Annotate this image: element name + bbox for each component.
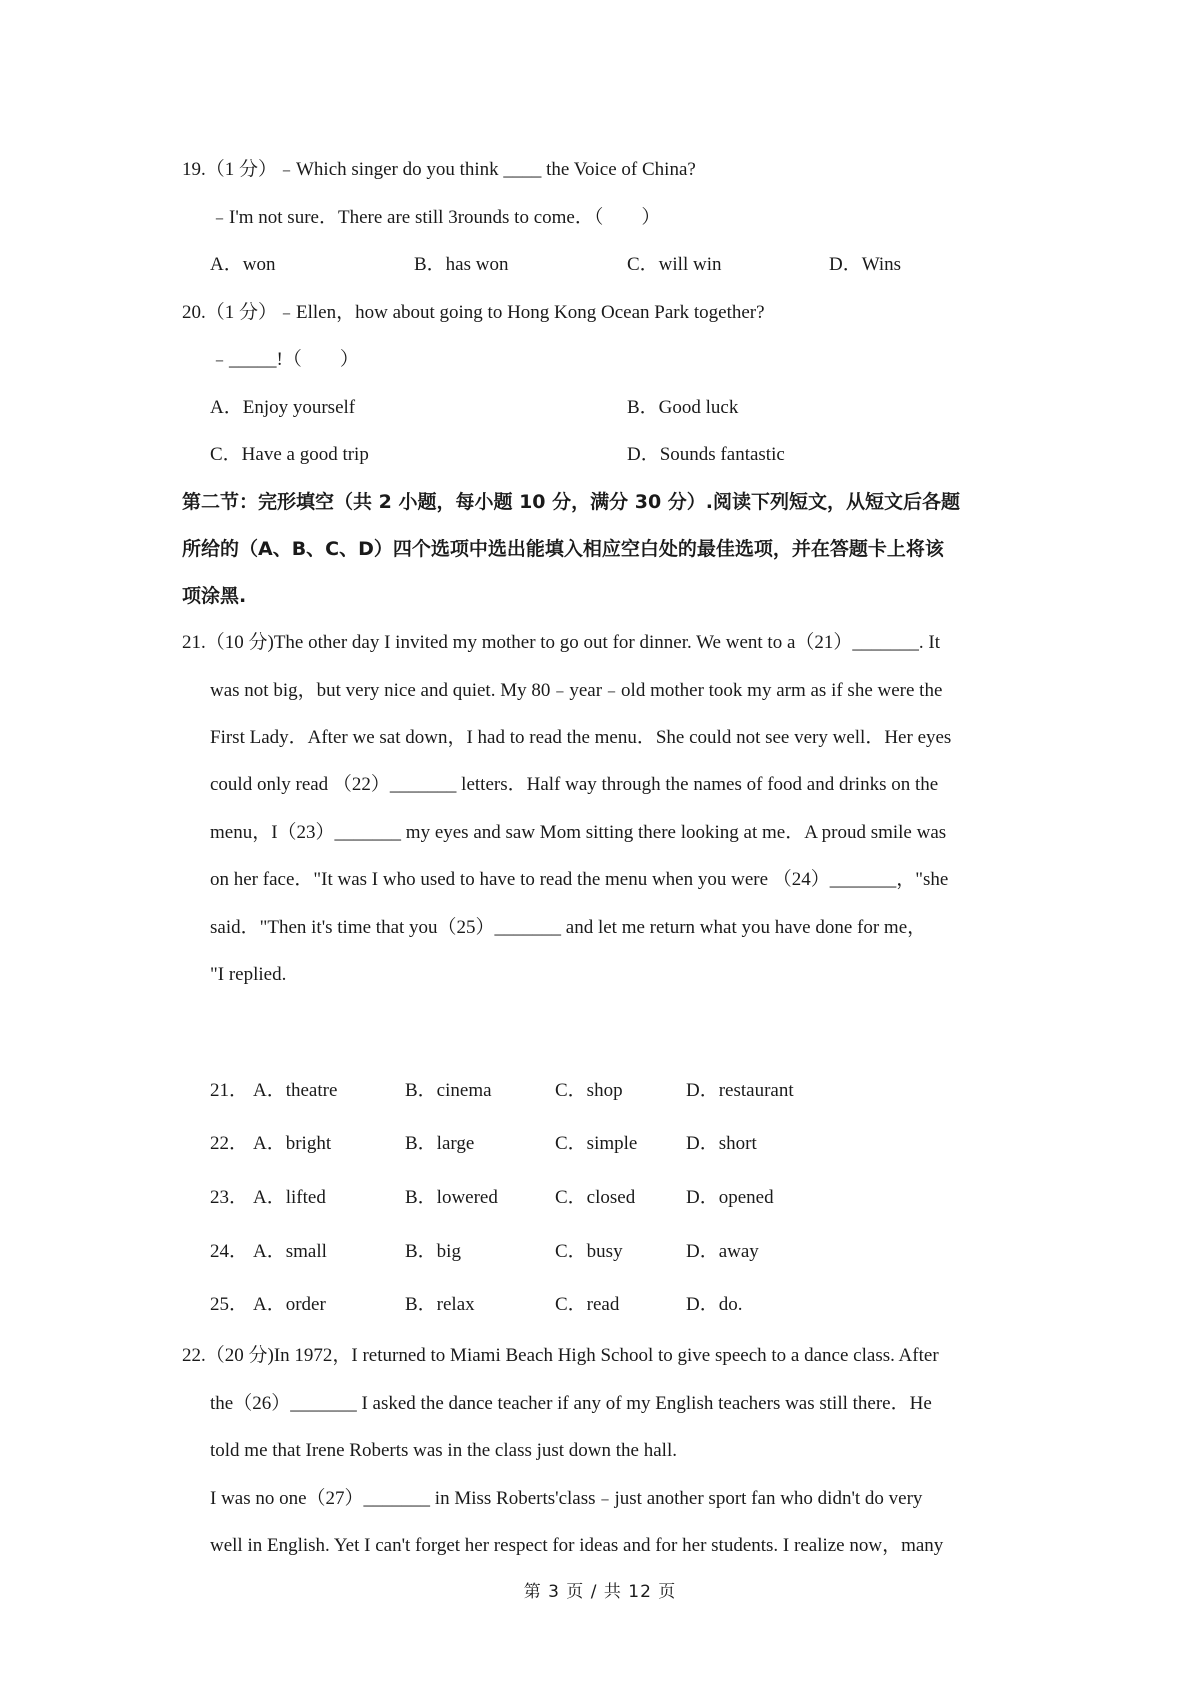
q21-passage-line: on her face．"It was I who used to have to read the menu when you were （24）_______，"she bbox=[210, 869, 949, 890]
q19-option-a: A．won bbox=[210, 254, 276, 275]
choice-d: D．do. bbox=[686, 1294, 743, 1315]
q20-option-c: C．Have a good trip bbox=[210, 444, 369, 465]
q22-passage-line: told me that Irene Roberts was in the class just down the hall. bbox=[210, 1440, 677, 1461]
choice-c: C．shop bbox=[555, 1080, 623, 1101]
choice-c: C．closed bbox=[555, 1187, 636, 1208]
choice-d: D．short bbox=[686, 1133, 757, 1154]
q20-option-a: A．Enjoy yourself bbox=[210, 397, 356, 418]
q20-option-d: D．Sounds fantastic bbox=[627, 444, 785, 465]
choice-number: 24． bbox=[210, 1241, 249, 1262]
q19-option-c: C．will win bbox=[627, 254, 722, 275]
choice-d: D．away bbox=[686, 1241, 759, 1262]
choice-b: B．lowered bbox=[405, 1187, 498, 1208]
section-heading-line-2: 所给的（A、B、C、D）四个选项中选出能填入相应空白处的最佳选项，并在答题卡上将该 bbox=[182, 538, 944, 560]
page-footer: 第 3 页 / 共 12 页 bbox=[523, 1582, 677, 1602]
q21-passage-line: menu，I（23）_______ my eyes and saw Mom sitting there looking at me．A proud smile was bbox=[210, 822, 947, 843]
q21-passage-line: said．"Then it's time that you（25）_______ and let me return what you have done for me， bbox=[210, 917, 927, 938]
choice-b: B．cinema bbox=[405, 1080, 492, 1101]
choice-a: A．theatre bbox=[253, 1080, 338, 1101]
choice-number: 22． bbox=[210, 1133, 249, 1154]
choice-number: 23． bbox=[210, 1187, 249, 1208]
choice-number: 25． bbox=[210, 1294, 249, 1315]
q20-option-b: B．Good luck bbox=[627, 397, 739, 418]
q21-passage-line: 21.（10 分)The other day I invited my mother to go out for dinner. We went to a（21）_______. It bbox=[182, 632, 940, 653]
choice-c: C．busy bbox=[555, 1241, 623, 1262]
q21-passage-line: "I replied. bbox=[210, 964, 287, 985]
q19-option-b: B．has won bbox=[414, 254, 509, 275]
q22-passage-line: I was no one（27）_______ in Miss Roberts'class﹣just another sport fan who didn't do very bbox=[210, 1488, 923, 1509]
q20-line2: ﹣_____!（ ） bbox=[210, 349, 359, 370]
choice-c: C．simple bbox=[555, 1133, 638, 1154]
choice-c: C．read bbox=[555, 1294, 620, 1315]
choice-d: D．restaurant bbox=[686, 1080, 794, 1101]
q21-passage-line: was not big，but very nice and quiet. My 80﹣year﹣old mother took my arm as if she were the bbox=[210, 680, 943, 701]
q21-passage-line: First Lady．After we sat down，I had to read the menu．She could not see very well．Her eyes bbox=[210, 727, 952, 748]
choice-a: A．bright bbox=[253, 1133, 332, 1154]
q22-passage-line: the（26）_______ I asked the dance teacher if any of my English teachers was still there．He bbox=[210, 1393, 932, 1414]
choice-a: A．lifted bbox=[253, 1187, 326, 1208]
q22-passage-line: 22.（20 分)In 1972，I returned to Miami Beach High School to give speech to a dance class. After bbox=[182, 1345, 939, 1366]
q21-passage-line: could only read （22）_______ letters．Half way through the names of food and drinks on the bbox=[210, 774, 939, 795]
choice-b: B．big bbox=[405, 1241, 461, 1262]
choice-b: B．large bbox=[405, 1133, 475, 1154]
q19-option-d: D．Wins bbox=[829, 254, 902, 275]
choice-number: 21． bbox=[210, 1080, 249, 1101]
choice-b: B．relax bbox=[405, 1294, 475, 1315]
choice-d: D．opened bbox=[686, 1187, 774, 1208]
q22-passage-line: well in English. Yet I can't forget her respect for ideas and for her students. I realize now，many bbox=[210, 1535, 944, 1556]
q19-stem: 19.（1 分）﹣Which singer do you think ____ the Voice of China? bbox=[182, 159, 696, 180]
q20-stem: 20.（1 分）﹣Ellen，how about going to Hong Kong Ocean Park together? bbox=[182, 302, 765, 323]
choice-a: A．order bbox=[253, 1294, 326, 1315]
q19-line2: ﹣I'm not sure．There are still 3rounds to come．（ ） bbox=[210, 207, 661, 228]
section-heading-line-3: 项涂黑. bbox=[182, 585, 247, 607]
section-heading-line-1: 第二节：完形填空（共 2 小题，每小题 10 分，满分 30 分）.阅读下列短文，从短文后各题 bbox=[182, 491, 961, 513]
choice-a: A．small bbox=[253, 1241, 327, 1262]
